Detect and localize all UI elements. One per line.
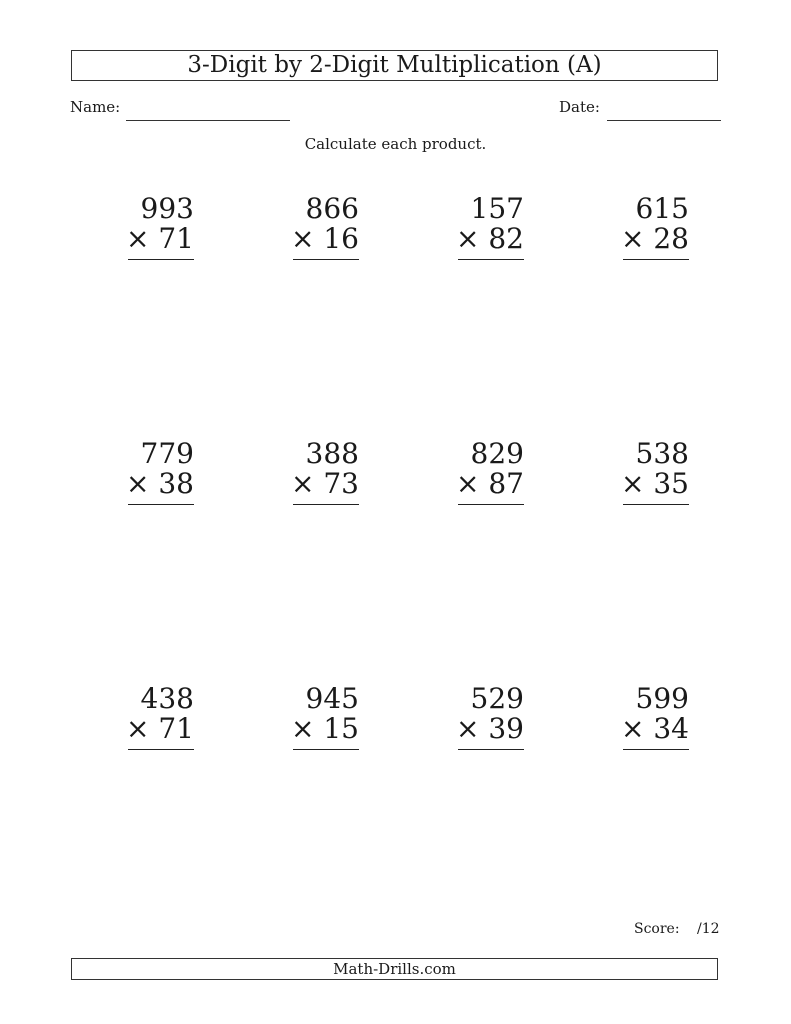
multiplicand: 615 [635, 192, 689, 225]
problem [128, 438, 194, 508]
answer-line [623, 749, 689, 750]
answer-line [293, 504, 359, 505]
multiplier: × 34 [621, 712, 689, 745]
multiplier: × 16 [291, 222, 359, 255]
date-label: Date: [559, 98, 600, 116]
problem [458, 438, 524, 508]
multiplier: × 87 [456, 467, 524, 500]
problem [128, 193, 194, 263]
answer-line [458, 259, 524, 260]
multiplicand: 779 [140, 437, 194, 470]
multiplicand: 993 [140, 192, 194, 225]
problem [458, 683, 524, 753]
answer-line [128, 504, 194, 505]
multiplier: × 39 [456, 712, 524, 745]
multiplier: × 73 [291, 467, 359, 500]
problem [623, 193, 689, 263]
footer-credit: Math-Drills.com [71, 958, 718, 980]
score-label: Score: [634, 921, 680, 937]
answer-line [623, 504, 689, 505]
multiplier: × 38 [126, 467, 194, 500]
multiplicand: 599 [635, 682, 689, 715]
answer-line [623, 259, 689, 260]
answer-line [128, 259, 194, 260]
answer-line [458, 504, 524, 505]
multiplier: × 28 [621, 222, 689, 255]
multiplier: × 15 [291, 712, 359, 745]
problem [128, 683, 194, 753]
problem [293, 438, 359, 508]
score-total: /12 [697, 921, 720, 937]
multiplicand: 438 [140, 682, 194, 715]
multiplicand: 866 [305, 192, 359, 225]
answer-line [293, 749, 359, 750]
multiplicand: 538 [635, 437, 689, 470]
answer-line [293, 259, 359, 260]
name-label: Name: [70, 98, 121, 116]
problem [293, 193, 359, 263]
date-field-line[interactable] [607, 120, 721, 121]
problem [293, 683, 359, 753]
multiplier: × 71 [126, 222, 194, 255]
multiplicand: 157 [470, 192, 524, 225]
multiplier: × 71 [126, 712, 194, 745]
worksheet-title: 3-Digit by 2-Digit Multiplication (A) [71, 50, 718, 81]
multiplicand: 945 [305, 682, 359, 715]
instructions: Calculate each product. [304, 135, 487, 153]
name-field-line[interactable] [126, 120, 290, 121]
problem [623, 683, 689, 753]
answer-line [128, 749, 194, 750]
multiplier: × 35 [621, 467, 689, 500]
multiplicand: 829 [470, 437, 524, 470]
problem [623, 438, 689, 508]
multiplier: × 82 [456, 222, 524, 255]
answer-line [458, 749, 524, 750]
problem [458, 193, 524, 263]
multiplicand: 529 [470, 682, 524, 715]
multiplicand: 388 [305, 437, 359, 470]
